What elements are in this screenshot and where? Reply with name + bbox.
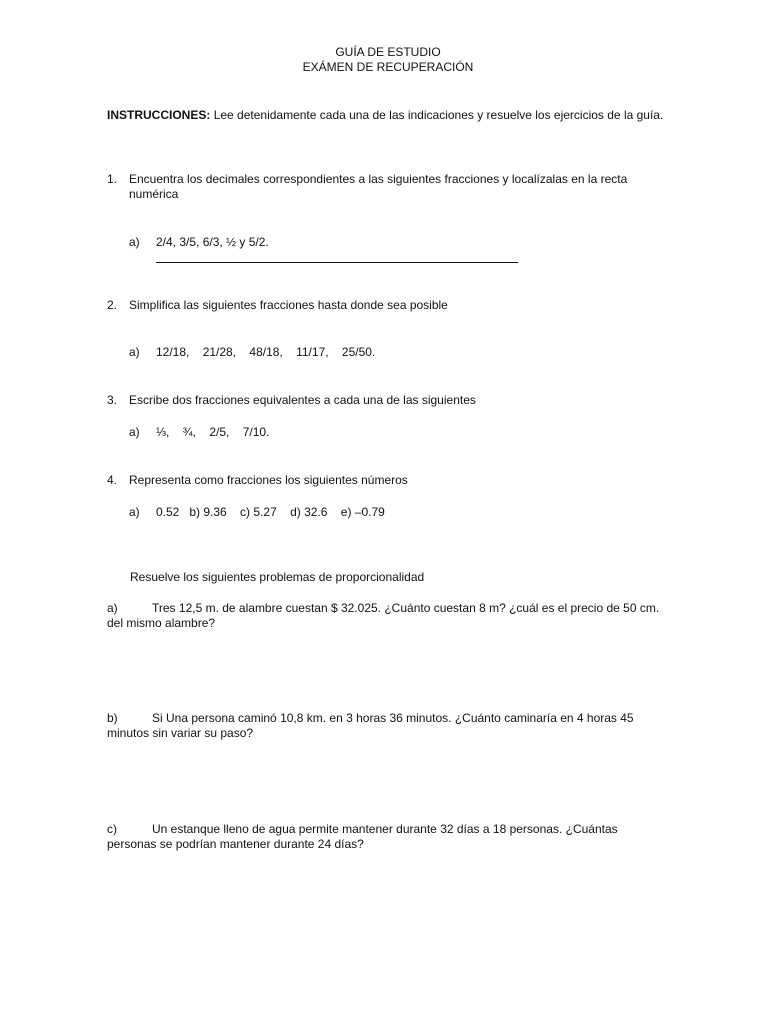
document-subtitle: EXÁMEN DE RECUPERACIÓN <box>302 60 474 74</box>
instructions-paragraph <box>107 108 665 123</box>
question-2-number: 2. <box>107 298 118 312</box>
proportion-problem-a <box>107 601 667 631</box>
item-text: 0.52 b) 9.36 c) 5.27 d) 32.6 e) –0.79 <box>156 505 385 519</box>
question-4-text: Representa como fracciones los siguientes números <box>129 473 408 487</box>
document-title: GUÍA DE ESTUDIO <box>335 45 441 59</box>
item-label: a) <box>129 425 140 439</box>
proportion-heading: Resuelve los siguientes problemas de proporcionalidad <box>130 570 425 584</box>
item-text: 12/18, 21/28, 48/18, 11/17, 25/50. <box>156 345 376 359</box>
problem-text: Un estanque lleno de agua permite mantener durante 32 días a 18 personas. ¿Cuántas personas se podrían mantener durante 24 días? <box>107 822 618 851</box>
question-3-number: 3. <box>107 393 118 407</box>
proportion-problem-c <box>107 822 667 852</box>
proportion-problem-b <box>107 711 667 741</box>
problem-label: b) <box>107 711 118 725</box>
item-label: a) <box>129 505 140 519</box>
question-1-text: Encuentra los decimales correspondientes a las siguientes fracciones y localízalas en la recta numérica <box>129 172 628 201</box>
answer-line <box>156 262 518 263</box>
problem-label: c) <box>107 822 117 836</box>
question-3-text: Escribe dos fracciones equivalentes a cada una de las siguientes <box>129 393 476 407</box>
problem-text: Tres 12,5 m. de alambre cuestan $ 32.025. ¿Cuánto cuestan 8 m? ¿cuál es el precio de 50 cm. del mismo alambre? <box>107 601 660 630</box>
instructions-text: Lee detenidamente cada una de las indicaciones y resuelve los ejercicios de la guía. <box>213 108 664 122</box>
instructions-label: INSTRUCCIONES: <box>107 108 211 122</box>
question-1-number: 1. <box>107 172 118 186</box>
question-4-number: 4. <box>107 473 118 487</box>
item-label: a) <box>129 345 140 359</box>
item-text: 2/4, 3/5, 6/3, ½ y 5/2. <box>156 235 269 249</box>
title-block <box>0 45 768 75</box>
problem-text: Si Una persona caminó 10,8 km. en 3 horas 36 minutos. ¿Cuánto caminaría en 4 horas 45 minutos sin variar su paso? <box>107 711 634 740</box>
item-text: ⅓, ¾, 2/5, 7/10. <box>156 425 270 439</box>
question-2-text: Simplifica las siguientes fracciones hasta donde sea posible <box>129 298 448 312</box>
problem-label: a) <box>107 601 118 615</box>
item-label: a) <box>129 235 140 249</box>
